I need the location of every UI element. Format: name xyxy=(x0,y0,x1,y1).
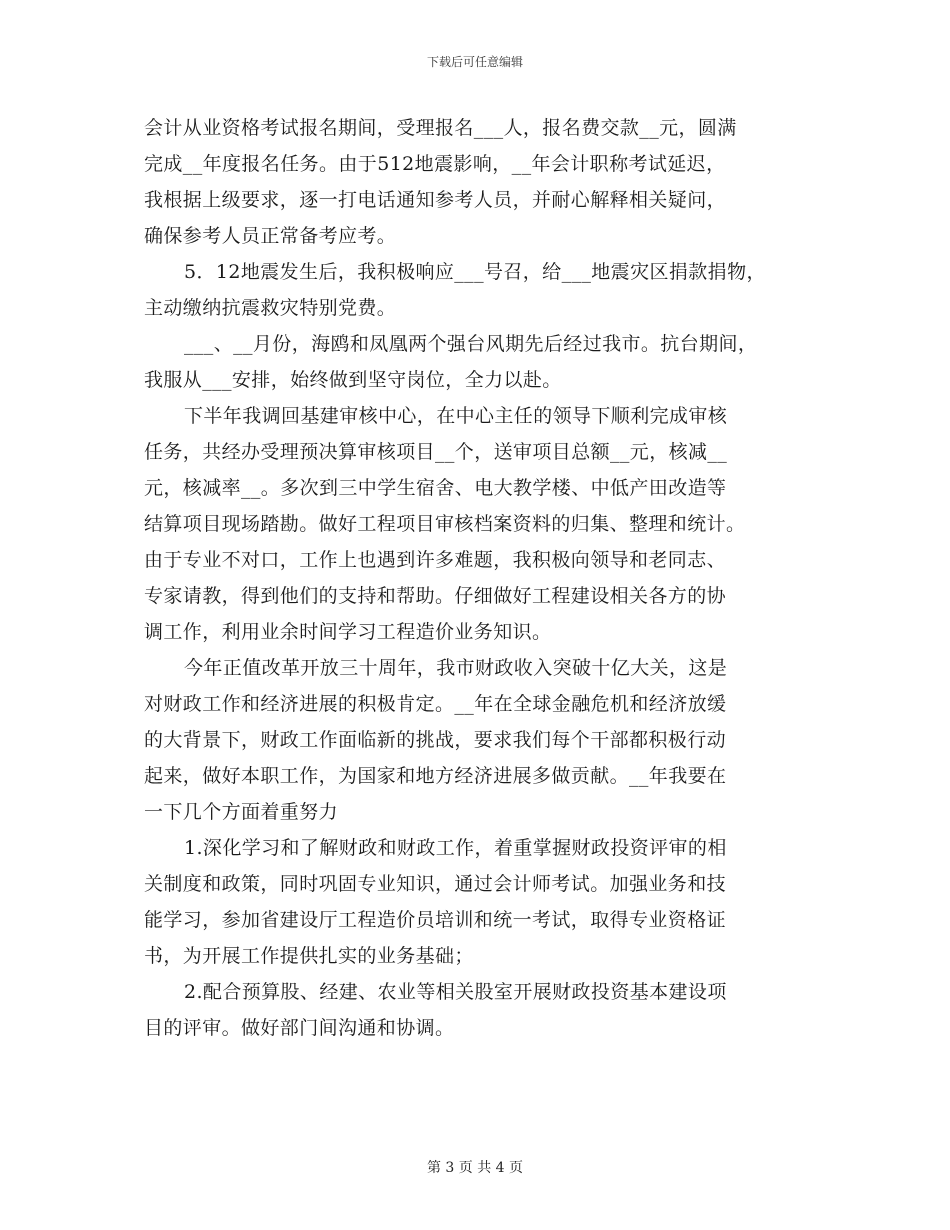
paragraph-start: ___、__月份，海鸥和凤凰两个强台风期先后经过我市。抗台期间， xyxy=(184,333,758,355)
text-line: 会计从业资格考试报名期间，受理报名___人，报名费交款__元，圆满 xyxy=(144,117,737,139)
text-line: 任务，共经办受理预决算审核项目__个，送审项目总额__元，核减__ xyxy=(144,441,728,463)
page-header: 下载后可任意编辑 xyxy=(426,55,523,69)
text-line: 一下几个方面着重努力 xyxy=(144,801,339,823)
paragraph-start: 下半年我调回基建审核中心，在中心主任的领导下顺利完成审核 xyxy=(184,405,728,427)
text-line: 的大背景下，财政工作面临新的挑战，要求我们每个干部都积极行动 xyxy=(144,729,727,751)
text-line: 我服从___安排，始终做到坚守岗位，全力以赴。 xyxy=(144,369,562,391)
document-body xyxy=(144,110,814,1046)
text-line: 起来，做好本职工作，为国家和地方经济进展多做贡献。__年我要在 xyxy=(144,765,727,787)
text-line: 确保参考人员正常备考应考。 xyxy=(144,225,397,247)
text-line: 由于专业不对口，工作上也遇到许多难题，我积极向领导和老同志、 xyxy=(144,549,727,571)
text-line: 对财政工作和经济进展的积极肯定。__年在全球金融危机和经济放缓 xyxy=(144,693,727,715)
paragraph-start: 2.配合预算股、经建、农业等相关股室开展财政投资基本建设项 xyxy=(184,981,727,1003)
text-line: 能学习，参加省建设厅工程造价员培训和统一考试，取得专业资格证 xyxy=(144,909,727,931)
text-line: 元，核减率__。多次到三中学生宿舍、电大教学楼、中低产田改造等 xyxy=(144,477,727,499)
paragraph-start: 5．12地震发生后，我积极响应___号召，给___地震灾区捐款捐物， xyxy=(184,261,766,283)
text-line: 专家请教，得到他们的支持和帮助。仔细做好工程建设相关各方的协 xyxy=(144,585,727,607)
text-line: 关制度和政策，同时巩固专业知识，通过会计师考试。加强业务和技 xyxy=(144,873,727,895)
text-line: 我根据上级要求，逐一打电话通知参考人员，并耐心解释相关疑问， xyxy=(144,189,727,211)
paragraph-start: 今年正值改革开放三十周年，我市财政收入突破十亿大关，这是 xyxy=(184,657,728,679)
text-line: 书，为开展工作提供扎实的业务基础； xyxy=(144,945,474,967)
text-line: 完成__年度报名任务。由于512地震影响，__年会计职称考试延迟， xyxy=(144,153,726,175)
paragraph-start: 1.深化学习和了解财政和财政工作，着重掌握财政投资评审的相 xyxy=(184,837,727,859)
page-number: 第 3 页 共 4 页 xyxy=(426,1160,524,1176)
text-line: 结算项目现场踏勘。做好工程项目审核档案资料的归集、整理和统计。 xyxy=(144,513,746,535)
text-line: 调工作，利用业余时间学习工程造价业务知识。 xyxy=(144,621,552,643)
text-line: 主动缴纳抗震救灾特别党费。 xyxy=(144,297,397,319)
text-line: 目的评审。做好部门间沟通和协调。 xyxy=(144,1017,455,1039)
